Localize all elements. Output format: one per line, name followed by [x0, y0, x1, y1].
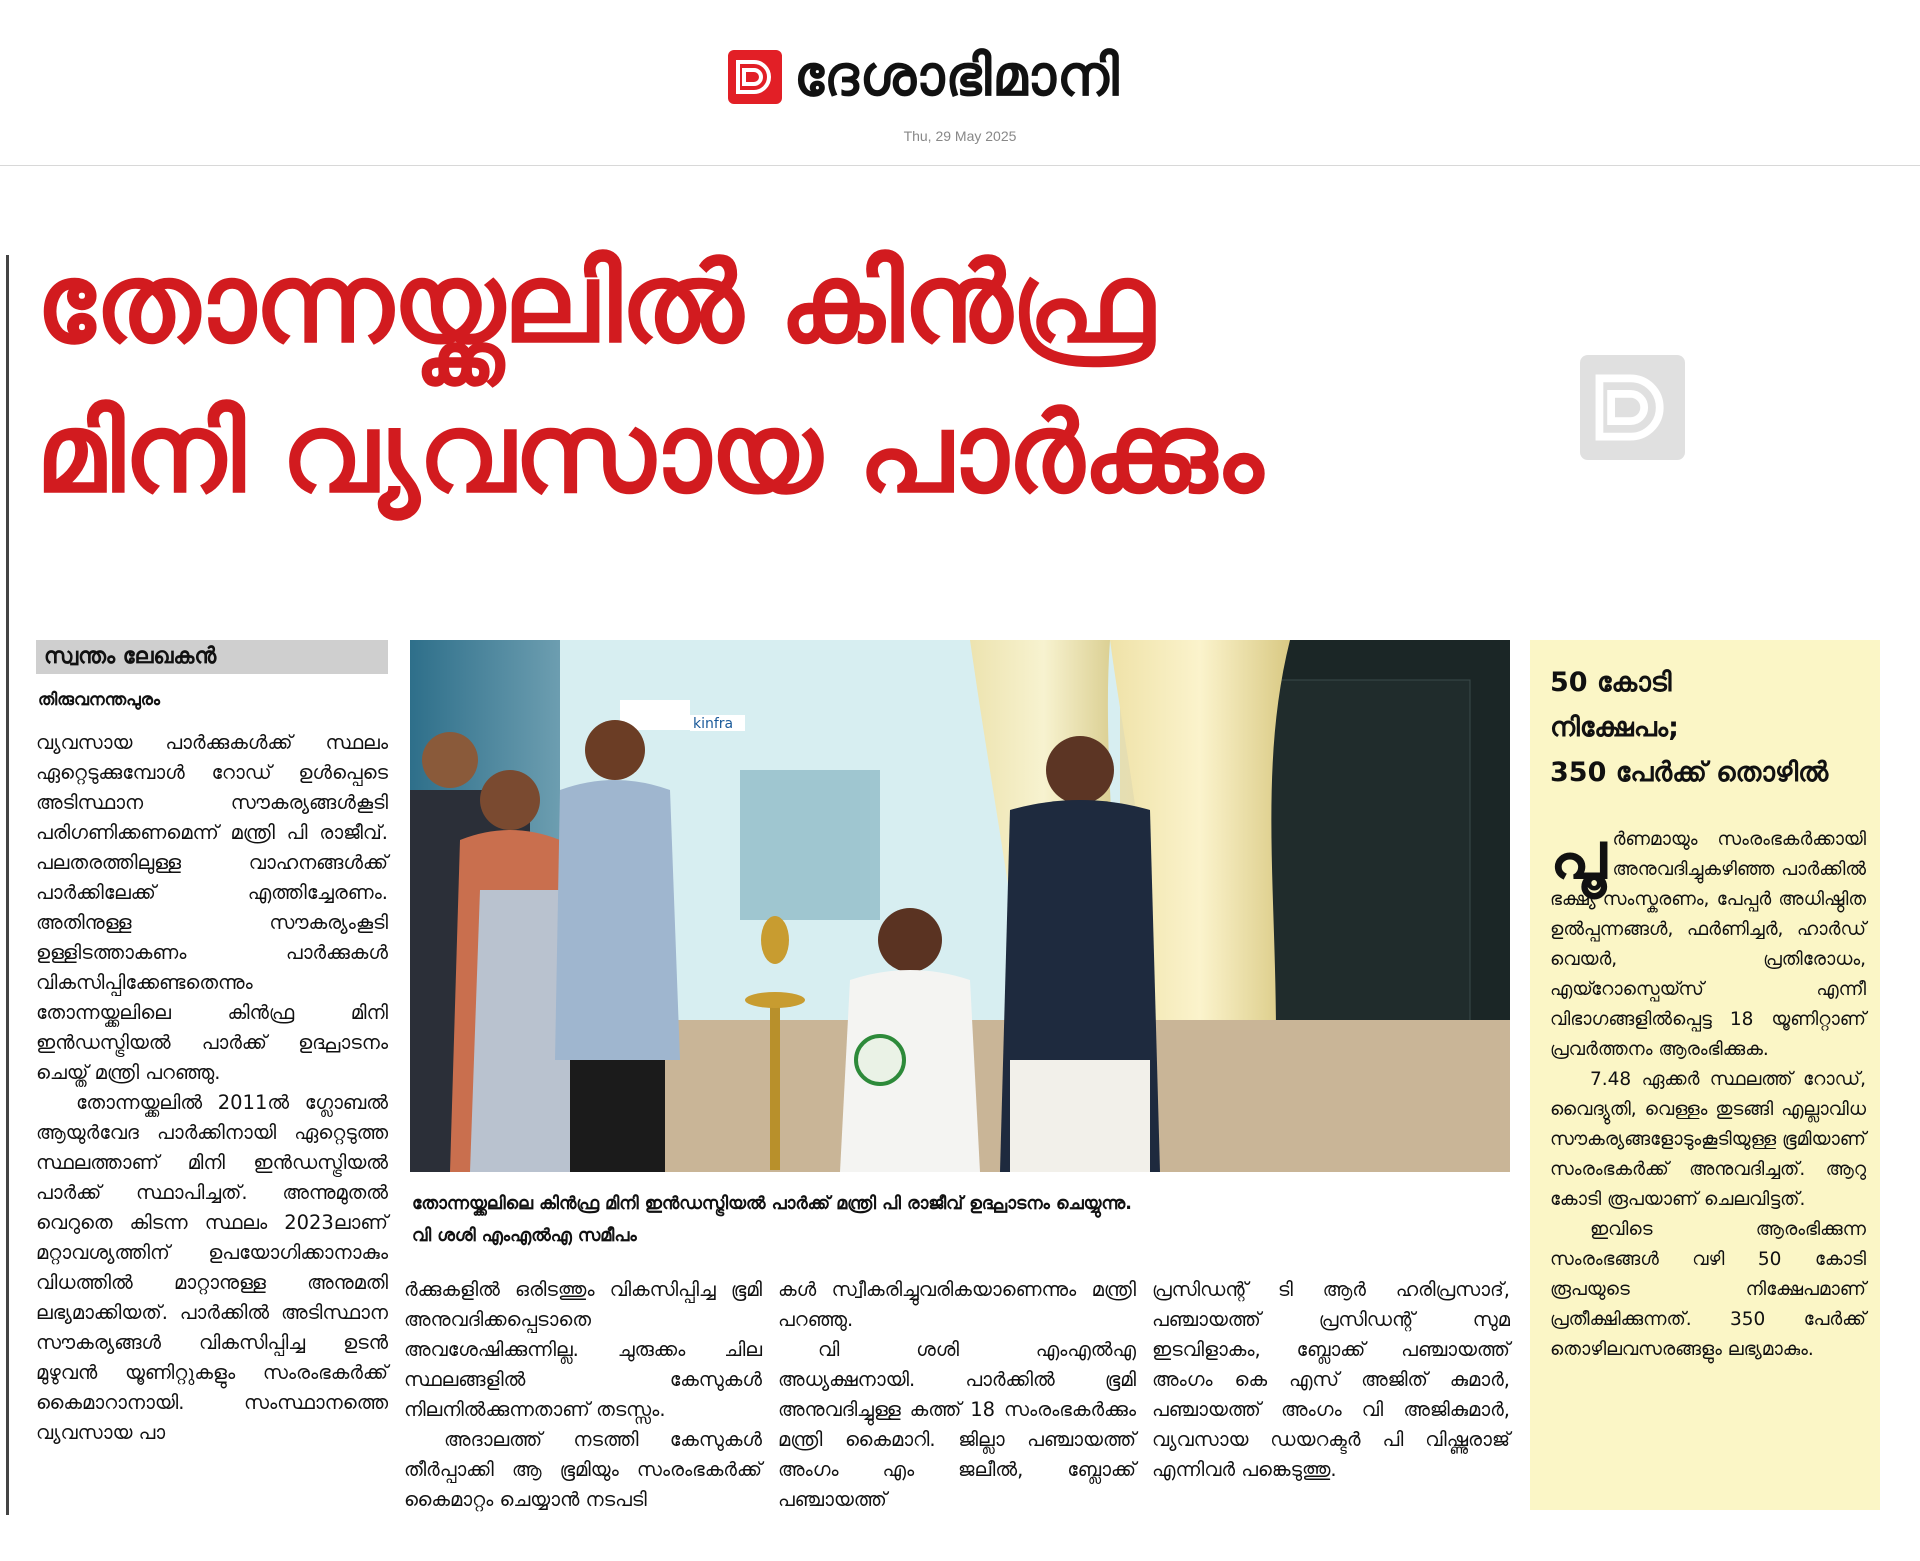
- body-column-1: [36, 728, 388, 1448]
- paragraph: ഇവിടെ ആരംഭിക്കുന്ന സംരംഭങ്ങൾ വഴി 50 കോടി രൂപയുടെ നിക്ഷേപമാണ് പ്രതീക്ഷിക്കുന്നത്. 350 പേർക്ക് തൊഴിലവസരങ്ങളും ലഭ്യമാകും.: [1550, 1219, 1866, 1360]
- caption-line-1: തോന്നയ്ക്കലിലെ കിൻഫ്ര മിനി ഇൻഡസ്ട്രിയൽ പാർക്ക് മന്ത്രി പി രാജീവ് ഉദ്ഘാടനം ചെയ്യുന്നു.: [412, 1194, 1132, 1214]
- byline: സ്വന്തം ലേഖകൻ: [36, 640, 388, 674]
- logo-wordmark: ദേശാഭിമാനി: [794, 44, 1120, 109]
- masthead: [0, 0, 1920, 166]
- paragraph: കൾ സ്വീകരിച്ചുവരികയാണെന്നും മന്ത്രി പറഞ്ഞു.: [778, 1278, 1136, 1331]
- paragraph: അദാലത്ത് നടത്തി കേസുകൾ തീർപ്പാക്കി ആ ഭൂമിയും സംരംഭകർക്ക് കൈമാറ്റം ചെയ്യാൻ നടപടി: [404, 1428, 762, 1511]
- dateline: തിരുവനന്തപുരം: [38, 690, 160, 710]
- body-column-4: [1152, 1275, 1510, 1485]
- edition-date: Thu, 29 May 2025: [903, 128, 1017, 144]
- body-column-3: [778, 1275, 1136, 1515]
- sidebar-headline-line: 350 പേർക്ക് തൊഴിൽ: [1550, 757, 1829, 788]
- paragraph: വി ശശി എംഎൽഎ അധ്യക്ഷനായി. പാർക്കിൽ ഭൂമി അനുവദിച്ചുള്ള കത്ത് 18 സംരംഭകർക്കും മന്ത്രി കൈമാറി. ജില്ലാ പഞ്ചായത്ത് അംഗം എം ജലീൽ, ബ്ലോക്ക് പഞ്ചായത്ത്: [778, 1338, 1136, 1511]
- news-photo: [410, 640, 1510, 1172]
- photo-caption: [412, 1188, 1507, 1252]
- sidebar-box: [1530, 640, 1880, 1510]
- sidebar-headline-line: 50 കോടി: [1550, 667, 1672, 698]
- sidebar-headline: [1550, 660, 1870, 795]
- headline-line-2: മിനി വ്യവസായ പാർക്കും: [36, 389, 1262, 517]
- paragraph-text: ർണമായും സംരംഭകർക്കായി അനുവദിച്ചുകഴിഞ്ഞ പാർക്കിൽ ഭക്ഷ്യ സംസ്കരണം, പേപ്പർ അധിഷ്ഠിത ഉൽപ്പന്നങ്ങൾ, ഫർണിച്ചർ, ഹാർഡ് വെയർ, പ്രതിരോധം, എയ്റോസ്പെയ്സ് എന്നീ വിഭാഗങ്ങളിൽപ്പെട്ട 18 യൂണിറ്റാണ് പ്രവർത്തനം ആരംഭിക്കുക.: [1550, 829, 1866, 1060]
- sidebar-headline-line: നിക്ഷേപം;: [1550, 712, 1679, 743]
- photo-illustration: [410, 640, 1510, 1172]
- banner-brand-text: kinfra: [693, 716, 734, 732]
- paragraph: തോന്നയ്ക്കലിൽ 2011ൽ ഗ്ലോബൽ ആയുർവേദ പാർക്കിനായി ഏറ്റെടുത്ത സ്ഥലത്താണ് മിനി ഇൻഡസ്ട്രിയൽ പാർക്ക് സ്ഥാപിച്ചത്. അന്നുമുതൽ വെറുതെ കിടന്ന സ്ഥലം 2023ലാണ് മറ്റാവശ്യത്തിന് ഉപയോഗിക്കാനാകും വിധത്തിൽ മാറ്റാനുള്ള അനുമതി ലഭ്യമാക്കിയത്. പാർക്കിൽ അടിസ്ഥാന സൗകര്യങ്ങൾ വികസിപ്പിച്ച ഉടൻ മുഴുവൻ യൂണിറ്റുകളും സംരംഭകർക്ക് കൈമാറാനായി. സംസ്ഥാനത്തെ വ്യവസായ പാ: [36, 1091, 388, 1444]
- headline-line-1: തോന്നയ്ക്കലിൽ കിൻഫ്ര: [36, 239, 1153, 367]
- paragraph: വ്യവസായ പാർക്കുകൾക്ക് സ്ഥലം ഏറ്റെടുക്കുമ്പോൾ റോഡ് ഉൾപ്പെടെ അടിസ്ഥാന സൗകര്യങ്ങൾകൂടി പരിഗണിക്കണമെന്ന് മന്ത്രി പി രാജീവ്. പലതരത്തിലുള്ള വാഹനങ്ങൾക്ക് പാർക്കിലേക്ക് എത്തിച്ചേരണം. അതിനുള്ള സൗകര്യംകൂടി ഉള്ളിടത്താകണം പാർക്കുകൾ വികസിപ്പിക്കേണ്ടതെന്നും തോന്നയ്ക്കലിലെ കിൻഫ്ര മിനി ഇൻഡസ്ട്രിയൽ പാർക്ക് ഉദ്ഘാടനം ചെയ്ത് മന്ത്രി പറഞ്ഞു.: [36, 731, 388, 1084]
- caption-line-2: വി ശശി എംഎൽഎ സമീപം: [412, 1226, 637, 1246]
- paragraph: [1550, 817, 1866, 1065]
- watermark-logo-icon: [1580, 355, 1685, 460]
- drop-cap: പൂ: [1550, 817, 1607, 894]
- sidebar-body: [1550, 817, 1866, 1365]
- logo-mark-icon: [728, 50, 782, 104]
- column-rule: [6, 255, 9, 1515]
- body-column-2: [404, 1275, 762, 1515]
- paragraph: ർക്കുകളിൽ ഒരിടത്തും വികസിപ്പിച്ച ഭൂമി അനുവദിക്കപ്പെടാതെ അവശേഷിക്കുന്നില്ല. ചുരുക്കം ചില സ്ഥലങ്ങളിൽ കേസുകൾ നിലനിൽക്കുന്നതാണ് തടസ്സം.: [404, 1278, 762, 1421]
- paragraph: 7.48 ഏക്കർ സ്ഥലത്ത് റോഡ്, വൈദ്യുതി, വെള്ളം തുടങ്ങി എല്ലാവിധ സൗകര്യങ്ങളോടുംകൂടിയുള്ള ഭൂമിയാണ് സംരംഭകർക്ക് അനുവദിച്ചത്. ആറു കോടി രൂപയാണ് ചെലവിട്ടത്.: [1550, 1069, 1866, 1210]
- site-logo[interactable]: [728, 44, 1120, 110]
- paragraph: പ്രസിഡന്റ് ടി ആർ ഹരിപ്രസാദ്, പഞ്ചായത്ത് പ്രസിഡന്റ് സുമ ഇടവിളാകം, ബ്ലോക്ക് പഞ്ചായത്ത് അംഗം കെ എസ് അജിത് കുമാർ, പഞ്ചായത്ത് അംഗം വി അജികുമാർ, വ്യവസായ ഡയറക്ടർ പി വിഷ്ണുരാജ് എന്നിവർ പങ്കെടുത്തു.: [1152, 1278, 1510, 1481]
